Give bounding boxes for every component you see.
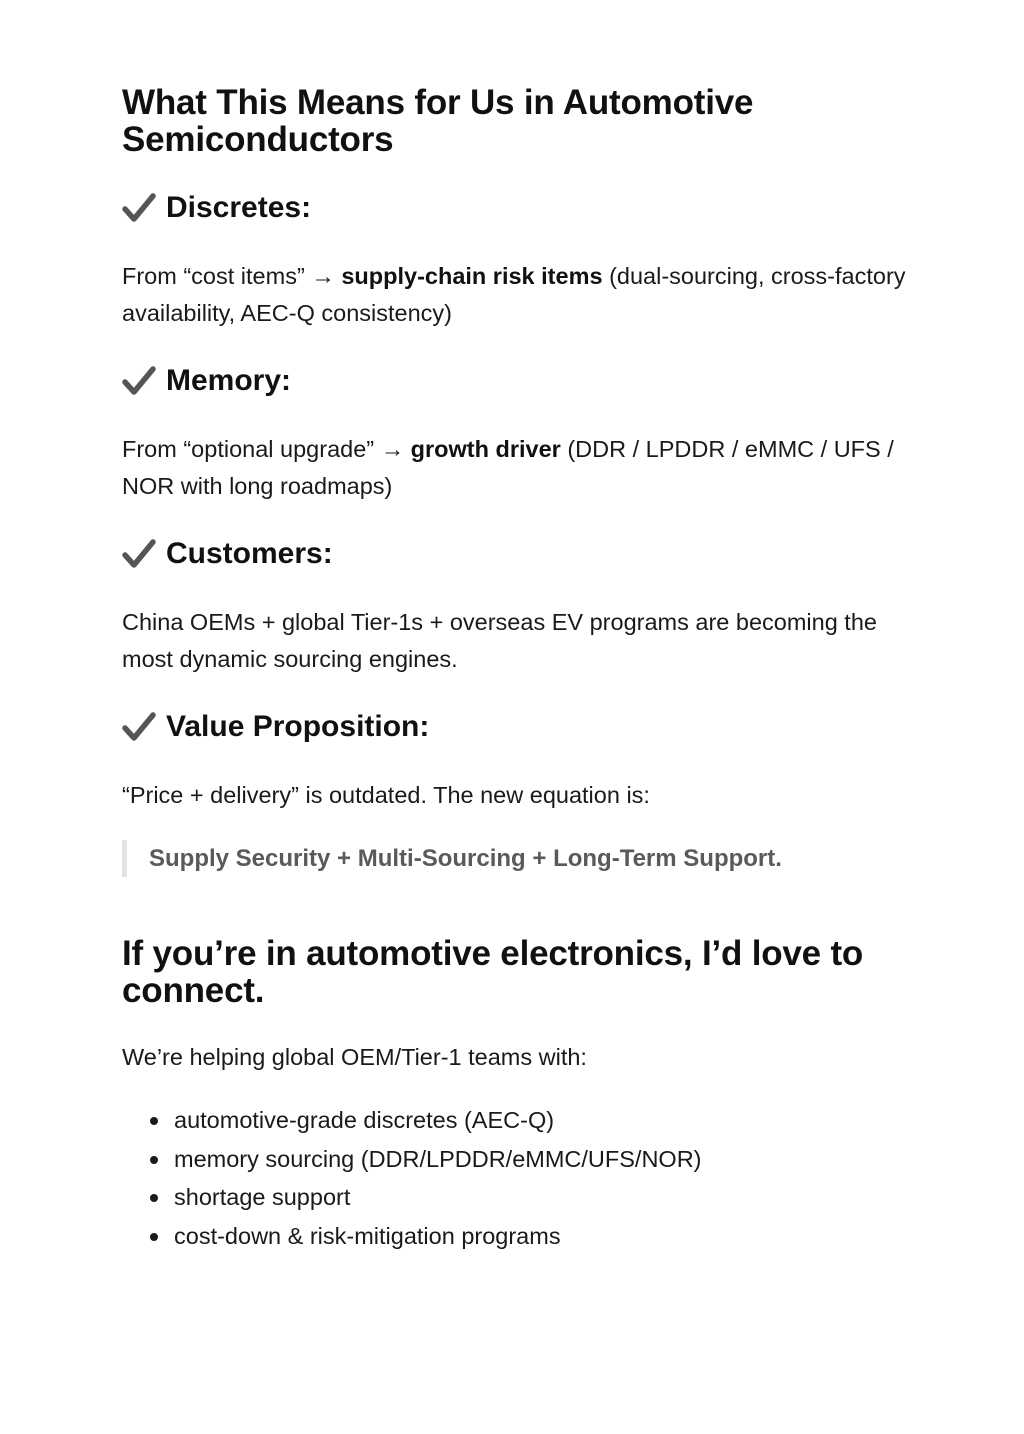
section-body-customers: China OEMs + global Tier-1s + overseas EV programs are becoming the most dynamic sourcing engines. <box>122 609 877 672</box>
page-title: What This Means for Us in Automotive Semiconductors <box>122 83 754 159</box>
section-title-value-proposition <box>122 709 922 745</box>
list-item-text: memory sourcing (DDR/LPDDR/eMMC/UFS/NOR) <box>174 1145 702 1172</box>
section-title-label: Memory: <box>166 364 292 397</box>
list-item <box>174 1140 922 1179</box>
blockquote-equation: Supply Security + Multi-Sourcing + Long-Term Support. <box>122 840 922 877</box>
check-mark-icon <box>122 711 156 743</box>
list-item-text: cost-down & risk-mitigation programs <box>174 1222 561 1249</box>
section-body-discretes <box>122 258 922 332</box>
check-mark-icon <box>122 365 156 397</box>
section-body-value-proposition: “Price + delivery” is outdated. The new equation is: <box>122 782 650 808</box>
check-mark-icon <box>122 192 156 224</box>
body-text: (dual-sourcing, cross-factory availability, AEC-Q consistency) <box>122 263 906 326</box>
body-emphasis: supply-chain risk items <box>341 263 603 289</box>
list-item <box>174 1217 922 1256</box>
cta-intro: We’re helping global OEM/Tier-1 teams with: <box>122 1044 587 1070</box>
section-title-discretes <box>122 190 922 226</box>
list-item <box>174 1178 922 1217</box>
section-title-label: Discretes: <box>166 191 312 224</box>
list-item-text: shortage support <box>174 1184 351 1210</box>
services-list <box>122 1101 922 1255</box>
body-emphasis: growth driver <box>410 436 561 462</box>
list-item <box>174 1101 922 1140</box>
bullet-dot <box>150 1117 158 1125</box>
body-text: From “cost items” → <box>122 263 342 289</box>
bullet-dot <box>150 1233 158 1241</box>
section-title-label: Customers: <box>166 537 333 570</box>
list-item-text: automotive-grade discretes (AEC-Q) <box>174 1107 555 1133</box>
bullet-dot <box>150 1194 158 1202</box>
bullet-dot <box>150 1156 158 1164</box>
check-mark-icon <box>122 538 156 570</box>
section-body-memory <box>122 431 922 505</box>
body-text: (DDR / LPDDR / eMMC / UFS / NOR with long roadmaps) <box>122 436 894 499</box>
body-text: From “optional upgrade” → <box>122 436 411 462</box>
cta-heading: If you’re in automotive electronics, I’d love to connect. <box>122 934 864 1010</box>
section-title-label: Value Proposition: <box>166 710 430 743</box>
section-title-memory <box>122 363 922 399</box>
document-page <box>122 84 922 1255</box>
section-title-customers <box>122 536 922 572</box>
